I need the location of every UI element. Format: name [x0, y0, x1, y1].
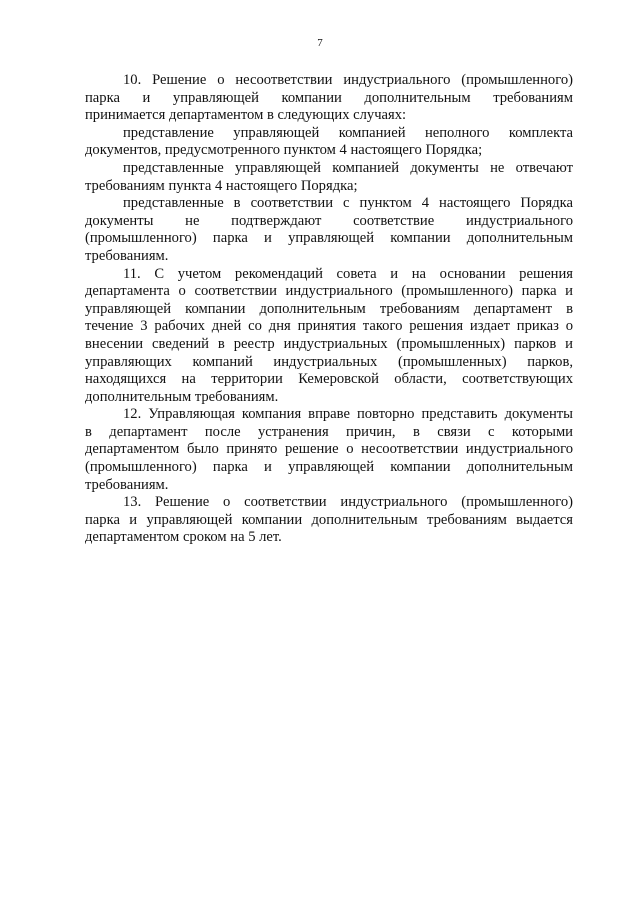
text-line: течение 3 рабочих дней со дня принятия такого решения издает приказ о — [85, 318, 573, 335]
text-line: представленные в соответствии с пунктом 4 настоящего Порядка — [123, 195, 573, 212]
text-line: департамента о соответствии индустриального (промышленного) парка и — [85, 283, 573, 300]
text-line: управляющих компаний индустриальных (промышленных) парков, — [85, 353, 573, 370]
text-line: департаментом сроком на 5 лет. — [85, 529, 282, 546]
text-line: документов, предусмотренного пунктом 4 настоящего Порядка; — [85, 142, 483, 159]
paragraph — [85, 72, 573, 125]
text-line: (промышленного) парка и управляющей компании дополнительным — [85, 230, 573, 247]
document-body — [85, 72, 573, 547]
text-line: в департамент после устранения причин, в связи с которыми — [85, 423, 573, 440]
text-line: дополнительным требованиям. — [85, 388, 279, 405]
text-line: представление управляющей компанией неполного комплекта — [123, 124, 573, 141]
paragraph — [85, 266, 573, 407]
text-line: документы не подтверждают соответствие индустриального — [85, 212, 573, 229]
text-line: представленные управляющей компанией документы не отвечают — [123, 159, 573, 176]
paragraph — [85, 195, 573, 265]
text-line: находящихся на территории Кемеровской области, соответствующих — [85, 371, 573, 388]
text-line: парка и управляющей компании дополнительным требованиям — [85, 89, 573, 106]
text-line: парка и управляющей компании дополнительным требованиям выдается — [85, 511, 573, 528]
paragraph — [85, 160, 573, 195]
text-line: требованиям. — [85, 476, 169, 493]
text-line: 10. Решение о несоответствии индустриального (промышленного) — [123, 72, 573, 88]
text-line: 12. Управляющая компания вправе повторно представить документы — [123, 406, 573, 423]
paragraph — [85, 125, 573, 160]
text-line: принимается департаментом в следующих случаях: — [85, 107, 407, 124]
text-line: (промышленного) парка и управляющей компании дополнительным — [85, 459, 573, 476]
text-line: требованиям пункта 4 настоящего Порядка; — [85, 177, 358, 194]
text-line: внесении сведений в реестр индустриальных (промышленных) парков и — [85, 335, 573, 352]
paragraph — [85, 494, 573, 547]
text-line: департаментом было принято решение о несоответствии индустриального — [85, 441, 573, 458]
page-number: 7 — [317, 37, 323, 49]
text-line: 11. С учетом рекомендаций совета и на основании решения — [123, 265, 573, 282]
text-line: управляющей компании дополнительным требованиям департамент в — [85, 300, 573, 317]
text-line: требованиям. — [85, 247, 169, 264]
text-line: 13. Решение о соответствии индустриального (промышленного) — [123, 494, 573, 511]
paragraph — [85, 406, 573, 494]
